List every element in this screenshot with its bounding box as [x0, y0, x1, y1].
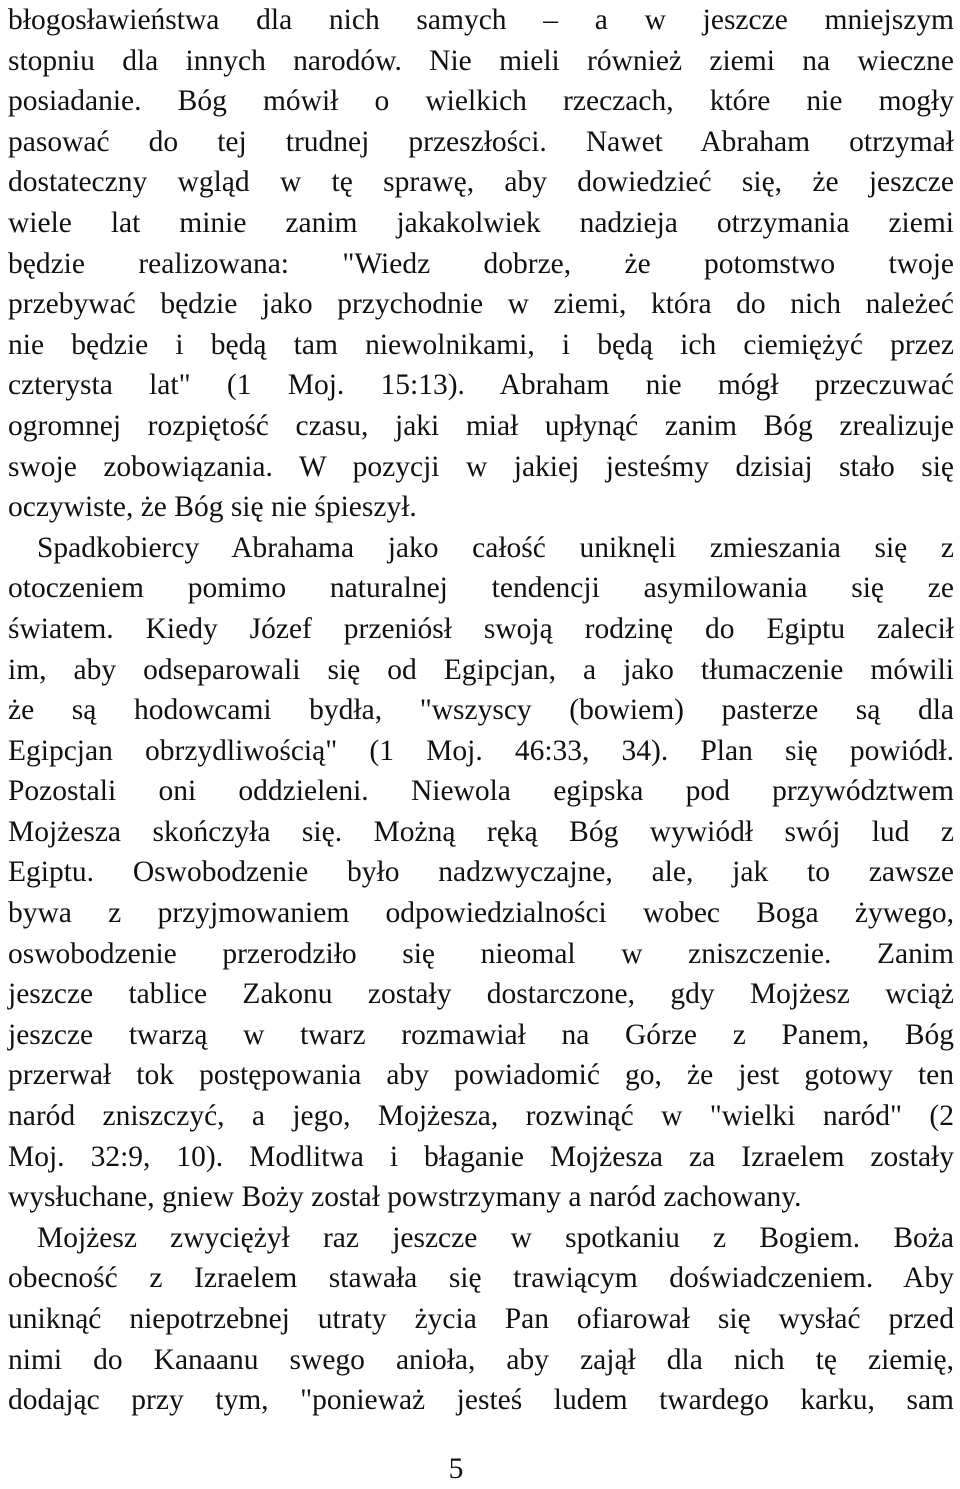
text-line: dostateczny wgląd w tę sprawę, aby dowiedzieć się, że jeszcze — [8, 166, 954, 199]
text-line: obecność z Izraelem stawała się trawiącym doświadczeniem. Aby — [8, 1262, 954, 1295]
text-line: Pozostali oni oddzieleni. Niewola egipska pod przywództwem — [8, 775, 954, 808]
text-line: uniknąć niepotrzebnej utraty życia Pan ofiarował się wysłać przed — [8, 1303, 954, 1335]
paragraph-2 — [8, 528, 954, 1218]
text-line: Mojżesz zwyciężył raz jeszcze w spotkaniu z Bogiem. Boża — [37, 1221, 954, 1254]
text-line: im, aby odseparowali się od Egipcjan, a jako tłumaczenie mówili — [8, 653, 954, 686]
text-line: czterysta lat" (1 Moj. 15:13). Abraham nie mógł przeczuwać — [8, 369, 954, 402]
text-line: że są hodowcami bydła, "wszyscy (bowiem) pasterze są dla — [8, 694, 954, 727]
text-line: swoje zobowiązania. W pozycji w jakiej jesteśmy dzisiaj stało się — [8, 450, 954, 483]
text-line: otoczeniem pomimo naturalnej tendencji asymilowania się ze — [8, 572, 954, 605]
text-line: jeszcze twarzą w twarz rozmawiał na Górze z Panem, Bóg — [8, 1018, 954, 1051]
text-line: Mojżesza skończyła się. Możną ręką Bóg wywiódł swój lud z — [8, 815, 954, 848]
text-line: nimi do Kanaanu swego anioła, aby zajął dla nich tę ziemię, — [8, 1343, 954, 1376]
text-line: błogosławieństwa dla nich samych – a w jeszcze mniejszym — [8, 4, 954, 36]
text-line: naród zniszczyć, a jego, Mojżesza, rozwinąć w "wielki naród" (2 — [8, 1100, 954, 1133]
text-line: pasować do tej trudnej przeszłości. Nawet Abraham otrzymał — [8, 125, 954, 158]
text-line: dodając przy tym, "ponieważ jesteś ludem twardego karku, sam — [8, 1384, 954, 1417]
text-line: oczywiste, że Bóg się nie śpieszył. — [8, 491, 417, 524]
text-line: przerwał tok postępowania aby powiadomić go, że jest gotowy ten — [8, 1059, 954, 1092]
text-line: będzie realizowana: "Wiedz dobrze, że potomstwo twoje — [8, 247, 954, 280]
paragraph-1 — [8, 0, 954, 528]
text-line: światem. Kiedy Józef przeniósł swoją rodzinę do Egiptu zalecił — [8, 612, 954, 645]
paragraph-3 — [8, 1218, 954, 1421]
text-line: posiadanie. Bóg mówił o wielkich rzeczach, które nie mogły — [8, 85, 954, 118]
text-line: wysłuchane, gniew Boży został powstrzymany a naród zachowany. — [8, 1181, 802, 1214]
text-line: przebywać będzie jako przychodnie w ziemi, która do nich należeć — [8, 288, 954, 321]
text-line: Egiptu. Oswobodzenie było nadzwyczajne, ale, jak to zawsze — [8, 856, 954, 889]
text-line: Moj. 32:9, 10). Modlitwa i błaganie Mojżesza za Izraelem zostały — [8, 1140, 954, 1173]
page-number: 5 — [448, 1453, 464, 1485]
text-line: bywa z przyjmowaniem odpowiedzialności wobec Boga żywego, — [8, 897, 954, 930]
text-line: nie będzie i będą tam niewolnikami, i będą ich ciemiężyć przez — [8, 328, 954, 361]
text-line: Egipcjan obrzydliwością" (1 Moj. 46:33, 34). Plan się powiódł. — [8, 734, 954, 767]
text-line: stopniu dla innych narodów. Nie mieli również ziemi na wieczne — [8, 44, 954, 77]
text-line: ogromnej rozpiętość czasu, jaki miał upłynąć zanim Bóg zrealizuje — [8, 409, 954, 442]
text-line: wiele lat minie zanim jakakolwiek nadzieja otrzymania ziemi — [8, 206, 954, 239]
document-body — [8, 0, 954, 1421]
text-line: Spadkobiercy Abrahama jako całość uniknęli zmieszania się z — [37, 531, 954, 564]
text-line: jeszcze tablice Zakonu zostały dostarczone, gdy Mojżesz wciąż — [8, 978, 954, 1011]
text-line: oswobodzenie przerodziło się nieomal w zniszczenie. Zanim — [8, 937, 954, 970]
